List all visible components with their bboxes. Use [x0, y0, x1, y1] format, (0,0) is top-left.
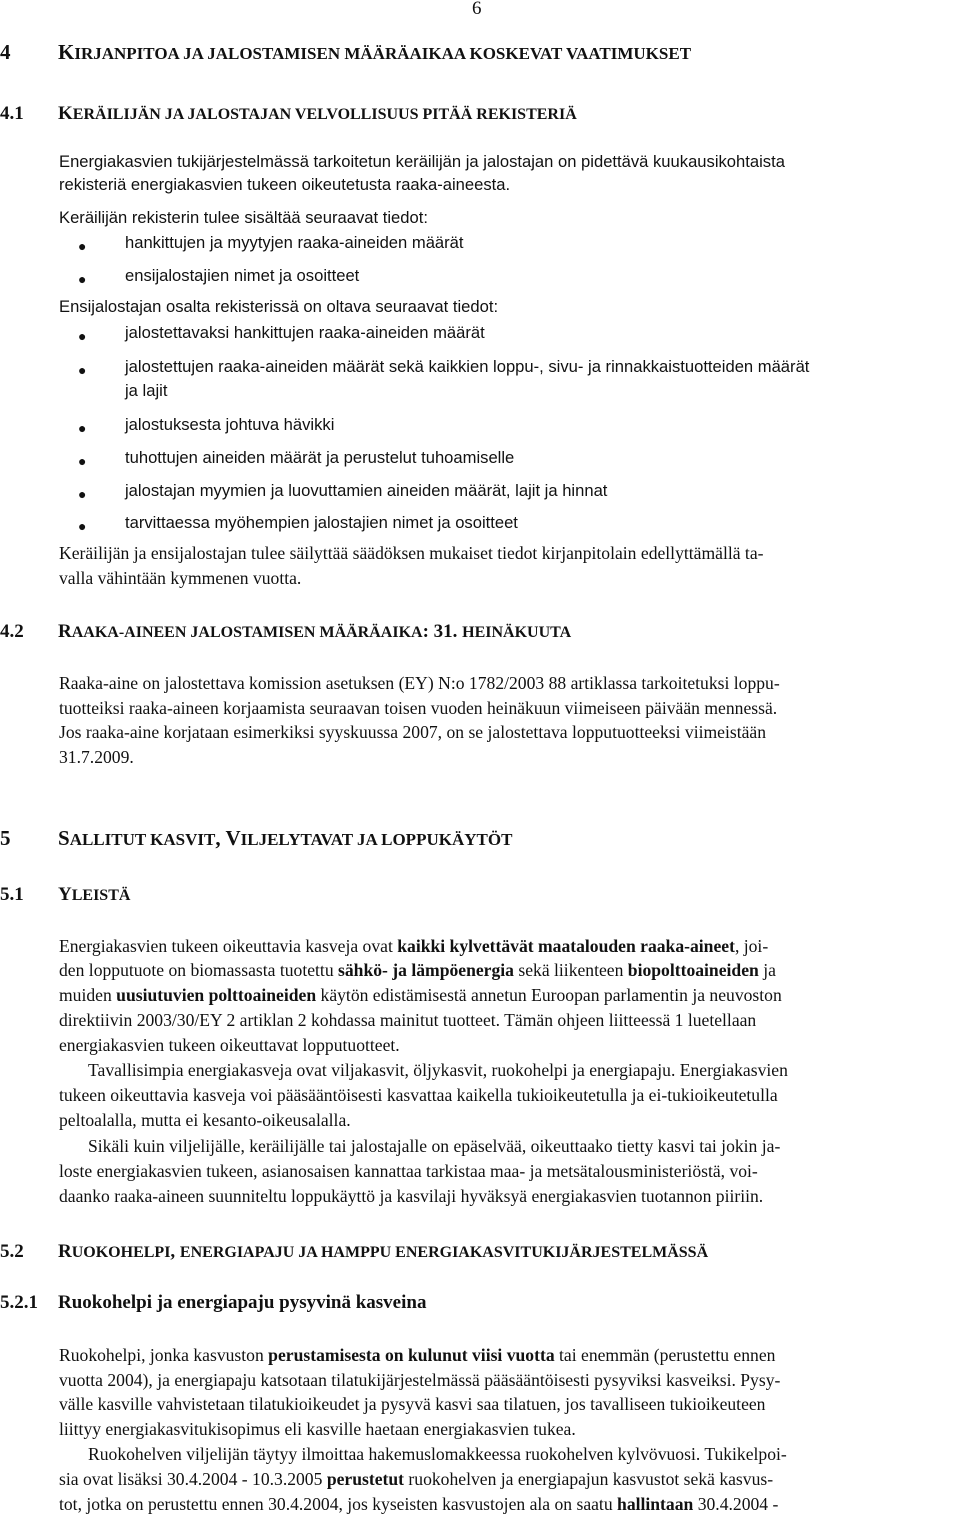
paragraph-line: Keräilijän ja ensijalostajan tulee säilyttää säädöksen mukaiset tiedot kirjanpitolain edellyttämällä ta- — [59, 543, 764, 563]
bullet-icon: ● — [78, 518, 87, 534]
paragraph-line: direktiivin 2003/30/EY 2 artiklan 2 kohdassa mainitut tuotteet. Tämän ohjeen liitteessä 1 luetellaan — [59, 1010, 757, 1030]
list-item: jalostajan myymien ja luovuttamien aineiden määrät, lajit ja hinnat — [125, 481, 608, 500]
list-item: jalostettujen raaka-aineiden määrät sekä kaikkien loppu-, sivu- ja rinnakkaistuotteiden määrät — [125, 357, 810, 376]
section-number: 4 — [0, 40, 11, 64]
paragraph-line: loste energiakasvien tukeen, asianosaisen kannattaa tarkistaa maa- ja metsätalousministeriöstä, voi- — [59, 1161, 758, 1181]
paragraph-line: Sikäli kuin viljelijälle, keräilijälle tai jalostajalle on epäselvää, oikeuttaako tietty kasvi tai jokin ja- — [88, 1136, 781, 1156]
list-item: jalostuksesta johtuva hävikki — [125, 415, 335, 434]
bullet-icon: ● — [78, 362, 87, 378]
paragraph-line: den lopputuote on biomassasta tuotettu sähkö- ja lämpöenergia sekä liikenteen biopolttoaineiden ja — [59, 960, 776, 980]
section-5-1-heading: 5.1 YLEISTÄ — [0, 884, 131, 905]
paragraph-line: liittyy energiakasvitukisopimus eli kasville haetaan energiakasvien tukea. — [59, 1419, 576, 1439]
paragraph-line: peltoalalla, mutta ei kesanto-oikeusalalla. — [59, 1110, 351, 1130]
section-5-heading: 5 SALLITUT KASVIT, VILJELYTAVAT JA LOPPUKÄYTÖT — [0, 826, 513, 850]
section-4-heading: 4 KIRJANPITOA JA JALOSTAMISEN MÄÄRÄAIKAA KOSKEVAT VAATIMUKSET — [0, 40, 692, 64]
paragraph-line: vuotta 2004), ja energiapaju katsotaan tilatukijärjestelmässä pääsääntöisesti pysyviksi kasveiksi. Pysy- — [59, 1370, 781, 1390]
paragraph-line: Tavallisimpia energiakasveja ovat viljakasvit, öljykasvit, ruokohelpi ja energiapaju. Energiakasvien — [88, 1060, 788, 1080]
section-4-2-heading: 4.2 RAAKA-AINEEN JALOSTAMISEN MÄÄRÄAIKA: 31. HEINÄKUUTA — [0, 621, 572, 642]
paragraph-line: valla vähintään kymmenen vuotta. — [59, 568, 302, 588]
list-item: ensijalostajien nimet ja osoitteet — [125, 266, 360, 285]
section-number: 5.1 — [0, 884, 24, 905]
list-item: tarvittaessa myöhempien jalostajien nimet ja osoitteet — [125, 513, 518, 532]
paragraph-line: Jos raaka-aine korjataan esimerkiksi syyskuussa 2007, on se jalostettava lopputuotteeksi viimeistään — [59, 722, 767, 742]
paragraph-line: Energiakasvien tukijärjestelmässä tarkoitetun keräilijän ja jalostajan on pidettävä kuukausikohtaista — [59, 152, 785, 171]
paragraph-line: energiakasvien tukeen oikeuttavat lopputuotteet. — [59, 1035, 400, 1055]
paragraph-line: muiden uusiutuvien polttoaineiden käytön edistämisestä annetun Euroopan parlamentin ja neuvoston — [59, 985, 782, 1005]
bullet-icon: ● — [78, 271, 87, 287]
paragraph-line: 31.7.2009. — [59, 747, 134, 767]
list-item: jalostettavaksi hankittujen raaka-aineiden määrät — [125, 323, 485, 342]
section-number: 4.1 — [0, 103, 24, 124]
paragraph-line: Energiakasvien tukeen oikeuttavia kasveja ovat kaikki kylvettävät maatalouden raaka-aineet, joi- — [59, 936, 769, 956]
bullet-icon: ● — [78, 238, 87, 254]
paragraph-line: tot, jotka on perustettu ennen 30.4.2004, jos kyseisten kasvustojen ala on saatu hallintaan 30.4.2004 - — [59, 1494, 779, 1514]
paragraph-line: välle kasville vahvistetaan tilatukioikeudet ja pysyvä kasvi saa tilatuen, jos tavalliseen tukioikeuteen — [59, 1394, 766, 1414]
paragraph-line: tuotteiksi raaka-aineen korjaamista seuraavan toisen vuoden heinäkuun viimeiseen päivään mennessä. — [59, 698, 778, 718]
bullet-icon: ● — [78, 453, 87, 469]
bullet-icon: ● — [78, 486, 87, 502]
section-number: 5.2.1 — [0, 1292, 38, 1313]
section-number: 5 — [0, 826, 11, 850]
list-item-continuation: ja lajit — [125, 381, 168, 400]
bullet-icon: ● — [78, 328, 87, 344]
paragraph-line: rekisteriä energiakasvien tukeen oikeutetusta raaka-aineesta. — [59, 175, 511, 194]
section-5-2-heading: 5.2 RUOKOHELPI, ENERGIAPAJU JA HAMPPU ENERGIAKASVITUKIJÄRJESTELMÄSSÄ — [0, 1241, 709, 1262]
paragraph-line: tukeen oikeuttavia kasveja voi pääsääntöisesti kasvattaa kaikella tukioikeutetulla ja ei-tukioikeutetulla — [59, 1085, 778, 1105]
paragraph-line: Raaka-aine on jalostettava komission asetuksen (EY) N:o 1782/2003 88 artiklassa tarkoitetuksi loppu- — [59, 673, 780, 693]
list-intro: Ensijalostajan osalta rekisterissä on oltava seuraavat tiedot: — [59, 297, 499, 316]
list-item: tuhottujen aineiden määrät ja perustelut tuhoamiselle — [125, 448, 515, 467]
section-4-1-heading: 4.1 KERÄILIJÄN JA JALOSTAJAN VELVOLLISUUS PITÄÄ REKISTERIÄ — [0, 103, 577, 124]
paragraph-line: sia ovat lisäksi 30.4.2004 - 10.3.2005 perustetut ruokohelven ja energiapajun kasvustot sekä kasvus- — [59, 1469, 774, 1489]
bullet-icon: ● — [78, 420, 87, 436]
section-number: 5.2 — [0, 1241, 24, 1262]
paragraph-line: Ruokohelven viljelijän täytyy ilmoittaa hakemuslomakkeessa ruokohelven kylvövuosi. Tukikelpoi- — [88, 1444, 787, 1464]
paragraph-line: daanko raaka-aineen suunniteltu loppukäyttö ja kasvilaji hyväksyä energiakasvien tuotannon piiriin. — [59, 1186, 764, 1206]
page-number: 6 — [472, 0, 482, 19]
list-item: hankittujen ja myytyjen raaka-aineiden määrät — [125, 233, 464, 252]
section-number: 4.2 — [0, 621, 24, 642]
list-intro: Keräilijän rekisterin tulee sisältää seuraavat tiedot: — [59, 208, 428, 227]
paragraph-line: Ruokohelpi, jonka kasvuston perustamisesta on kulunut viisi vuotta tai enemmän (perustettu ennen — [59, 1345, 776, 1365]
section-5-2-1-heading: 5.2.1 Ruokohelpi ja energiapaju pysyvinä kasveina — [0, 1292, 427, 1313]
